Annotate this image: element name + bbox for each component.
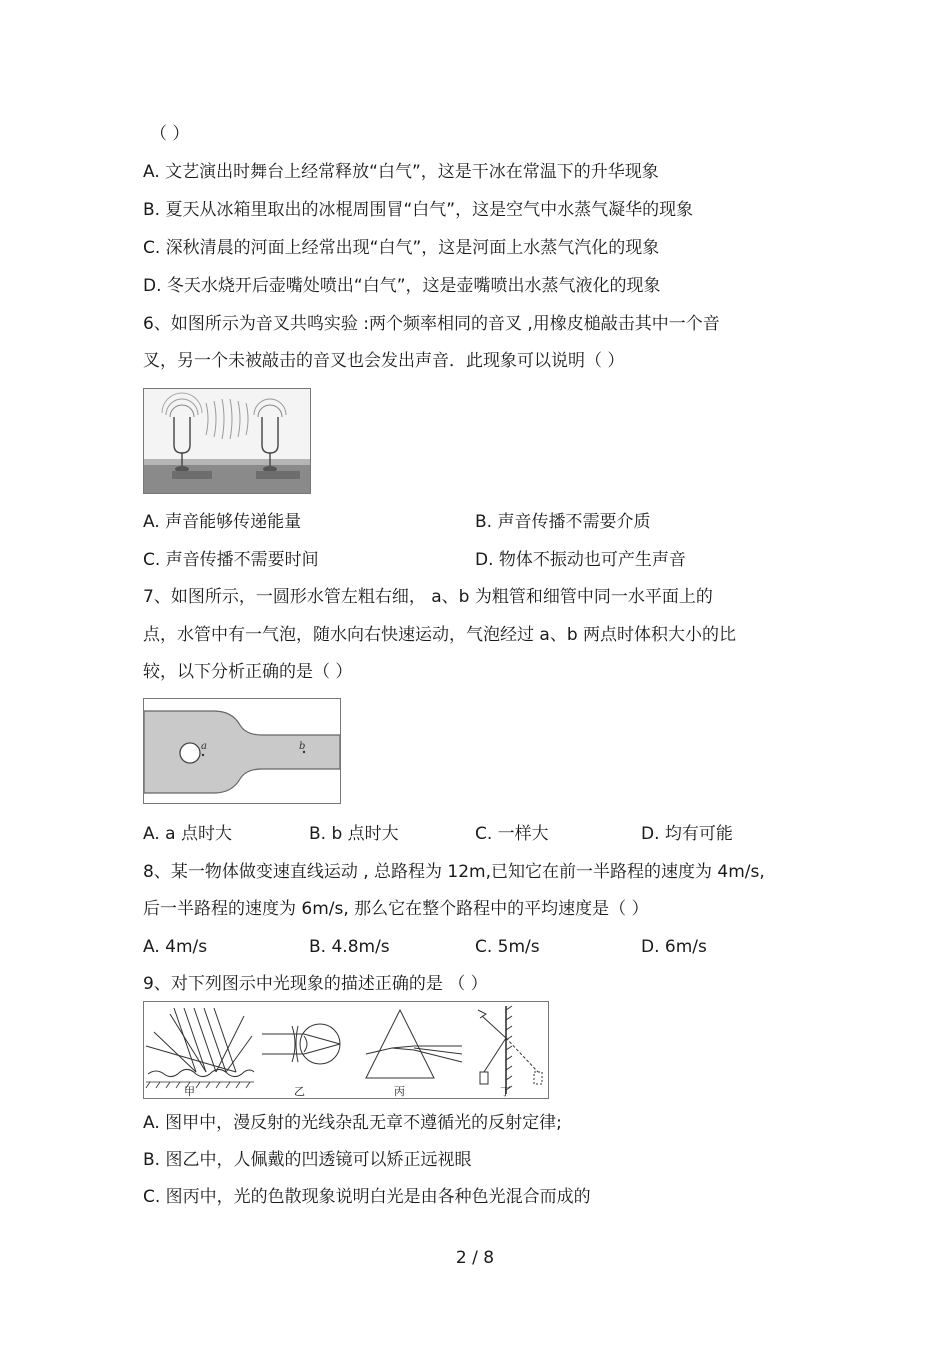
q5-option-c: C. 深秋清晨的河面上经常出现“白气”，这是河面上水蒸气汽化的现象 [143, 238, 660, 258]
page-number: 2 / 8 [455, 1248, 495, 1268]
q8-stem-line2: 后一半路程的速度为 6m/s, 那么它在整个路程中的平均速度是（ ） [143, 899, 649, 919]
point-a-label: a [201, 741, 207, 752]
tuning-fork-figure [143, 388, 311, 494]
q7-option-d: D. 均有可能 [641, 824, 733, 844]
q5-option-b: B. 夏天从冰箱里取出的冰棍周围冒“白气”，这是空气中水蒸气凝华的现象 [143, 200, 694, 220]
q7-stem-line2: 点，水管中有一气泡，随水向右快速运动，气泡经过 a、b 两点时体积大小的比 [143, 625, 737, 645]
q8-option-b: B. 4.8m/s [309, 937, 390, 957]
water-pipe-illustration [144, 699, 340, 803]
label-yi: 乙 [294, 1085, 305, 1098]
q8-option-d: D. 6m/s [641, 937, 707, 957]
q9-option-b: B. 图乙中，人佩戴的凹透镜可以矫正远视眼 [143, 1150, 472, 1170]
q6-stem-line2: 叉，另一个未被敲击的音叉也会发出声音．此现象可以说明（ ） [143, 351, 625, 371]
q8-option-a: A. 4m/s [143, 937, 208, 957]
q7-option-a: A. a 点时大 [143, 824, 232, 844]
q7-option-c: C. 一样大 [475, 824, 549, 844]
q7-stem-line3: 较，以下分析正确的是（ ） [143, 662, 353, 682]
tuning-fork-illustration [144, 389, 310, 493]
q9-option-c: C. 图丙中，光的色散现象说明白光是由各种色光混合而成的 [143, 1187, 591, 1207]
q6-option-b: B. 声音传播不需要介质 [475, 512, 651, 532]
q6-option-d: D. 物体不振动也可产生声音 [475, 550, 686, 570]
q7-stem-line1: 7、如图所示，一圆形水管左粗右细， a、b 为粗管和细管中同一水平面上的 [143, 587, 713, 607]
q5-option-a: A. 文艺演出时舞台上经常释放“白气”，这是干冰在常温下的升华现象 [143, 162, 659, 182]
q6-stem-line1: 6、如图所示为音叉共鸣实验 :两个频率相同的音叉 ,用橡皮槌敲击其中一个音 [143, 314, 720, 334]
q8-option-c: C. 5m/s [475, 937, 540, 957]
q9-option-a: A. 图甲中，漫反射的光线杂乱无章不遵循光的反射定律; [143, 1113, 562, 1133]
label-bing: 丙 [394, 1085, 405, 1098]
label-ding: 丁 [500, 1085, 511, 1098]
q8-stem-line1: 8、某一物体做变速直线运动 , 总路程为 12m,已知它在前一半路程的速度为 4m/s, [143, 862, 765, 882]
label-jia: 甲 [184, 1085, 195, 1098]
point-b-label: b [299, 741, 306, 752]
q5-option-d: D. 冬天水烧开后壶嘴处喷出“白气”，这是壶嘴喷出水蒸气液化的现象 [143, 276, 661, 296]
water-pipe-figure [143, 698, 341, 804]
q9-stem-line1: 9、对下列图示中光现象的描述正确的是 （ ） [143, 974, 488, 994]
light-phenomena-illustration [144, 1002, 548, 1098]
q6-option-c: C. 声音传播不需要时间 [143, 550, 319, 570]
light-phenomena-figure [143, 1001, 549, 1099]
q5-answer-bracket: （ ） [150, 124, 190, 144]
q7-option-b: B. b 点时大 [309, 824, 399, 844]
q6-option-a: A. 声音能够传递能量 [143, 512, 302, 532]
